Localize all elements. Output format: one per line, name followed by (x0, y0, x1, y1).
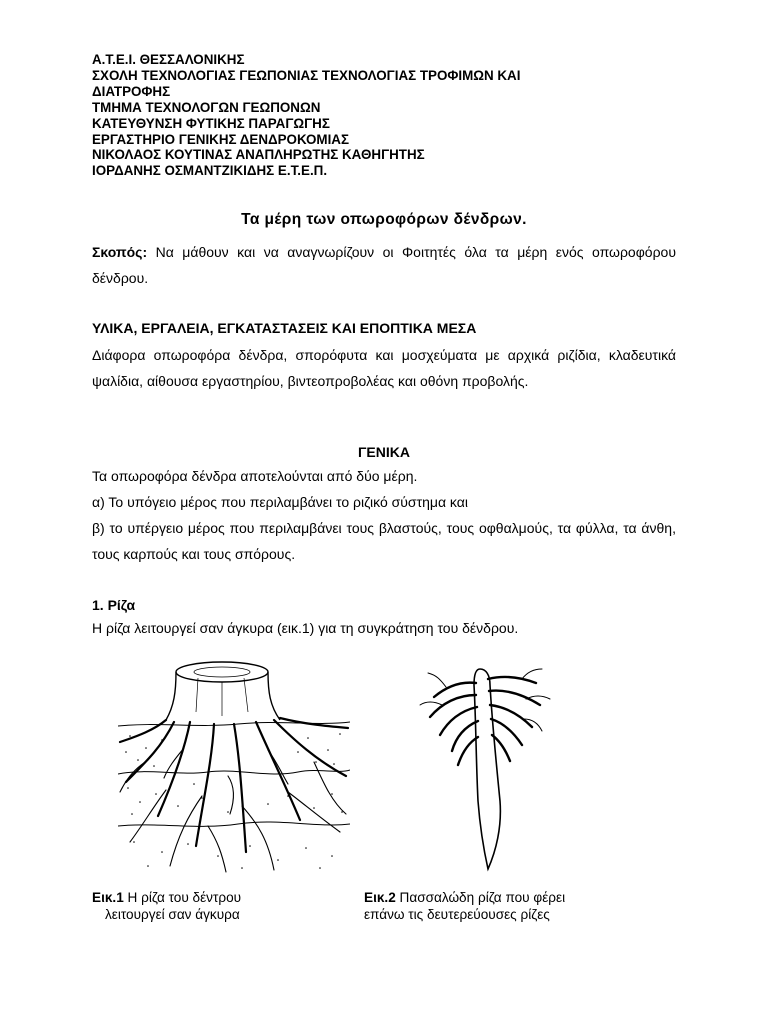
materials-heading: ΥΛΙΚΑ, ΕΡΓΑΛΕΙΑ, ΕΓΚΑΤΑΣΤΑΣΕΙΣ ΚΑΙ ΕΠΟΠΤΙΚΑ ΜΕΣΑ (92, 320, 477, 336)
header-line: ΔΙΑΤΡΟΦΗΣ (92, 83, 171, 99)
header-line: ΤΜΗΜΑ ΤΕΧΝΟΛΟΓΩΝ ΓΕΩΠΟΝΩΝ (92, 99, 321, 115)
materials-paragraph: Διάφορα οπωροφόρα δένδρα, σπορόφυτα και μοσχεύματα με αρχικά ριζίδια, κλαδευτικά ψαλίδια, αίθουσα εργαστηρίου, βιντεοπροβολέας και οθόνη προβολής. (92, 347, 676, 389)
figure-2-caption-line-1: Πασσαλώδη ρίζα που φέρει (395, 890, 566, 905)
root-text: Η ρίζα λειτουργεί σαν άγκυρα (εικ.1) για τη συγκράτηση του δένδρου. (92, 620, 519, 636)
figure-2-caption (364, 889, 565, 923)
aim-text: Να μάθουν και να αναγνωρίζουν οι Φοιτητές όλα τα μέρη ενός οπωροφόρου δένδρου. (92, 244, 676, 286)
figure-1-number: Εικ.1 (92, 890, 124, 905)
root-heading: 1. Ρίζα (92, 597, 136, 613)
header-line: ΕΡΓΑΣΤΗΡΙΟ ΓΕΝΙΚΗΣ ΔΕΝΔΡΟΚΟΜΙΑΣ (92, 131, 350, 147)
figure-2-number: Εικ.2 (364, 890, 396, 905)
general-line-2: α) Το υπόγειο μέρος που περιλαμβάνει το ριζικό σύστημα και (92, 494, 468, 510)
header-line: ΝΙΚΟΛΑΟΣ ΚΟΥΤΙΝΑΣ ΑΝΑΠΛΗΡΩΤΗΣ ΚΑΘΗΓΗΤΗΣ (92, 147, 425, 163)
figure-1-root-anchor (118, 656, 350, 874)
general-line-1: Τα οπωροφόρα δένδρα αποτελούνται από δύο μέρη. (92, 468, 418, 484)
institution-header (92, 52, 692, 179)
aim-label: Σκοπός: (92, 244, 148, 260)
general-heading: ΓΕΝΙΚΑ (358, 444, 410, 460)
figure-2-caption-line-2: επάνω τις δευτερεύουσες ρίζες (364, 907, 550, 922)
figure-1-caption-line-1: Η ρίζα του δέντρου (123, 890, 242, 905)
figure-1-caption-line-2: λειτουργεί σαν άγκυρα (105, 907, 240, 922)
figure-2-taproot (400, 661, 572, 873)
header-line: ΚΑΤΕΥΘΥΝΣΗ ΦΥΤΙΚΗΣ ΠΑΡΑΓΩΓΗΣ (92, 115, 330, 131)
header-line: ΙΟΡΔΑΝΗΣ ΟΣΜΑΝΤΖΙΚΙΔΗΣ Ε.Τ.Ε.Π. (92, 163, 328, 179)
aim-paragraph (92, 239, 676, 291)
header-line: Α.Τ.Ε.Ι. ΘΕΣΣΑΛΟΝΙΚΗΣ (92, 52, 245, 67)
general-line-3: β) το υπέργειο μέρος που περιλαμβάνει τους βλαστούς, τους οφθαλμούς, τα φύλλα, τα άνθη, τους καρπούς και τους σπόρους. (92, 520, 676, 562)
figure-1-caption (92, 889, 241, 923)
document-title: Τα μέρη των οπωροφόρων δένδρων. (241, 211, 527, 228)
header-line: ΣΧΟΛΗ ΤΕΧΝΟΛΟΓΙΑΣ ΓΕΩΠΟΝΙΑΣ ΤΕΧΝΟΛΟΓΙΑΣ ΤΡΟΦΙΜΩΝ ΚΑΙ (92, 67, 521, 83)
